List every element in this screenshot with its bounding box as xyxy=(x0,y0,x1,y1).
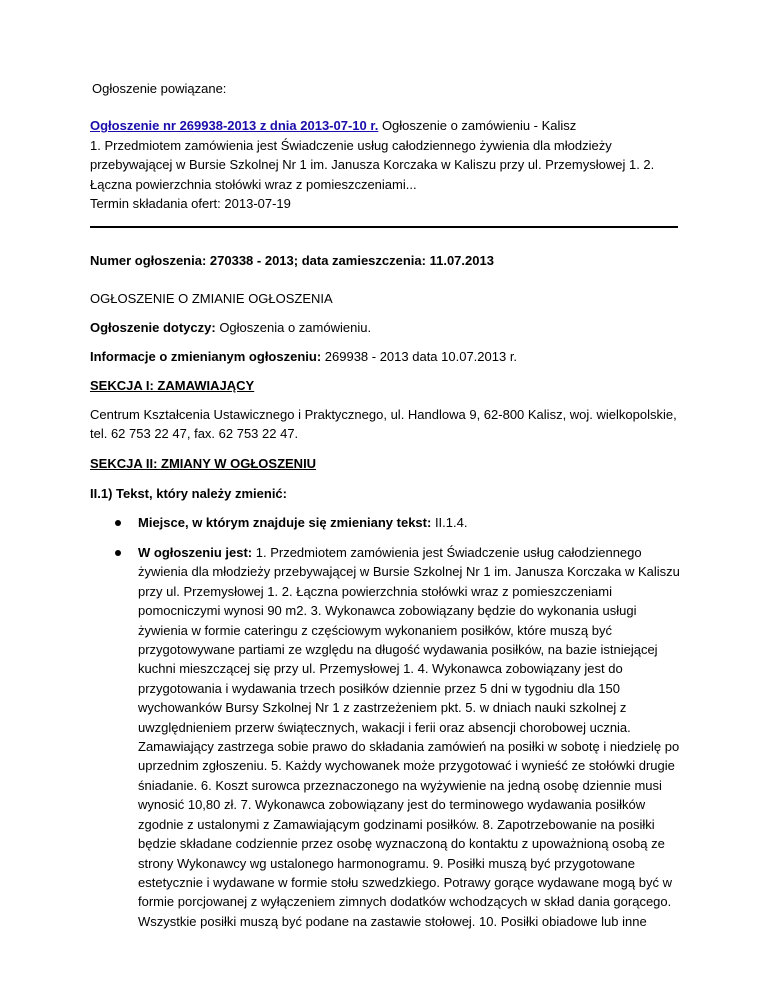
concerns-value: Ogłoszenia o zamówieniu. xyxy=(215,320,372,335)
announcement-number: Numer ogłoszenia: 270338 - 2013; data zamieszczenia: 11.07.2013 xyxy=(90,253,494,268)
announcement-change-title: OGŁOSZENIE O ZMIANIE OGŁOSZENIA xyxy=(90,291,333,306)
list-item-value: 1. Przedmiotem zamówienia jest Świadczenie usług całodziennego żywienia dla młodzieży przebywającej w Bursie Szkolnej Nr 1 im. Janusza Korczaka w Kaliszu przy ul. Przemysłowej 1. 2. Łączna powierzchnia stołówki wraz z pomieszczeniami pomocniczymi wynosi 90 m2. 3. Wykonawca zobowiązany będzie do wykonania usługi żywienia w formie cateringu z częściowym wykonaniem posiłków, które muszą być przygotowywane partiami ze względu na długość wydawania posiłków, na bazie istniejącej kuchni mieszczącej się przy ul. Przemysłowej 1. 4. Wykonawca zobowiązany jest do przygotowania i wydawania trzech posiłków dziennie przez 5 dni w tygodniu dla 150 wychowanków Bursy Szkolnej Nr 1 z zastrzeżeniem pkt. 5. w dniach nauki szkolnej z uwzględnieniem przerw świątecznych, wakacji i ferii oraz absencji chorobowej ucznia. Zamawiający zastrzega sobie prawo do składania zamówień na posiłki w sobotę i niedzielę po uprzednim zgłoszeniu. 5. Każdy wychowanek może przygotować i wynieść ze stołówki drugie śniadanie. 6. Koszt surowca przeznaczonego na wyżywienie na jedną osobę dziennie musi wynosić 10,80 zł. 7. Wykonawca zobowiązany jest do terminowego wydawania posiłków zgodnie z ustalonymi z Zamawiającym godzinami posiłków. 8. Zapotrzebowanie na posiłki będzie składane codziennie przez osobę wyznaczoną do kontaktu z upoważnioną osobą ze strony Wykonawcy wg ustalonego harmonogramu. 9. Posiłki muszą być przygotowane estetycznie i wydawane w formie stołu szwedzkiego. Potrawy gorące wydawane mogą być w formie porcjowanej z wyłączeniem zimnych dodatków wchodzących w skład dania gorącego. Wszystkie posiłki muszą być podane na zastawie stołowej. 10. Posiłki obiadowe lub inne xyxy=(138,545,680,929)
section-2-subheading: II.1) Tekst, który należy zmienić: xyxy=(90,486,287,501)
related-announcement-deadline: Termin składania ofert: 2013-07-19 xyxy=(90,196,291,211)
list-item xyxy=(138,543,681,931)
concerns-label: Ogłoszenie dotyczy: xyxy=(90,320,216,335)
list-item-label: W ogłoszeniu jest: xyxy=(138,545,253,560)
bullet-icon xyxy=(115,520,121,526)
contractor-details: Centrum Kształcenia Ustawicznego i Praktycznego, ul. Handlowa 9, 62-800 Kalisz, woj. wielkopolskie, tel. 62 753 22 47, fax. 62 753 22 47. xyxy=(90,407,677,441)
list-item-value: II.1.4. xyxy=(431,515,468,530)
related-title: Ogłoszenie powiązane: xyxy=(92,81,227,96)
list-item xyxy=(138,513,681,532)
section-2-heading: SEKCJA II: ZMIANY W OGŁOSZENIU xyxy=(90,456,317,471)
bullet-icon xyxy=(115,550,121,556)
related-announcement xyxy=(90,116,680,214)
related-announcement-description: 1. Przedmiotem zamówienia jest Świadczenie usług całodziennego żywienia dla młodzieży przebywającej w Bursie Szkolnej Nr 1 im. Janusza Korczaka w Kaliszu przy ul. Przemysłowej 1. 2. Łączna powierzchnia stołówki wraz z pomieszczeniami... xyxy=(90,137,655,192)
info-label: Informacje o zmienianym ogłoszeniu: xyxy=(90,349,322,364)
related-announcement-type: Ogłoszenie o zamówieniu - Kalisz xyxy=(378,118,577,133)
announcement-concerns xyxy=(90,318,371,337)
changed-announcement-info xyxy=(90,347,517,366)
horizontal-divider xyxy=(90,226,678,228)
list-item-label: Miejsce, w którym znajduje się zmieniany tekst: xyxy=(138,515,432,530)
section-1-heading: SEKCJA I: ZAMAWIAJĄCY xyxy=(90,378,255,393)
related-announcement-link[interactable]: Ogłoszenie nr 269938-2013 z dnia 2013-07-10 r. xyxy=(90,118,379,133)
info-value: 269938 - 2013 data 10.07.2013 r. xyxy=(321,349,518,364)
